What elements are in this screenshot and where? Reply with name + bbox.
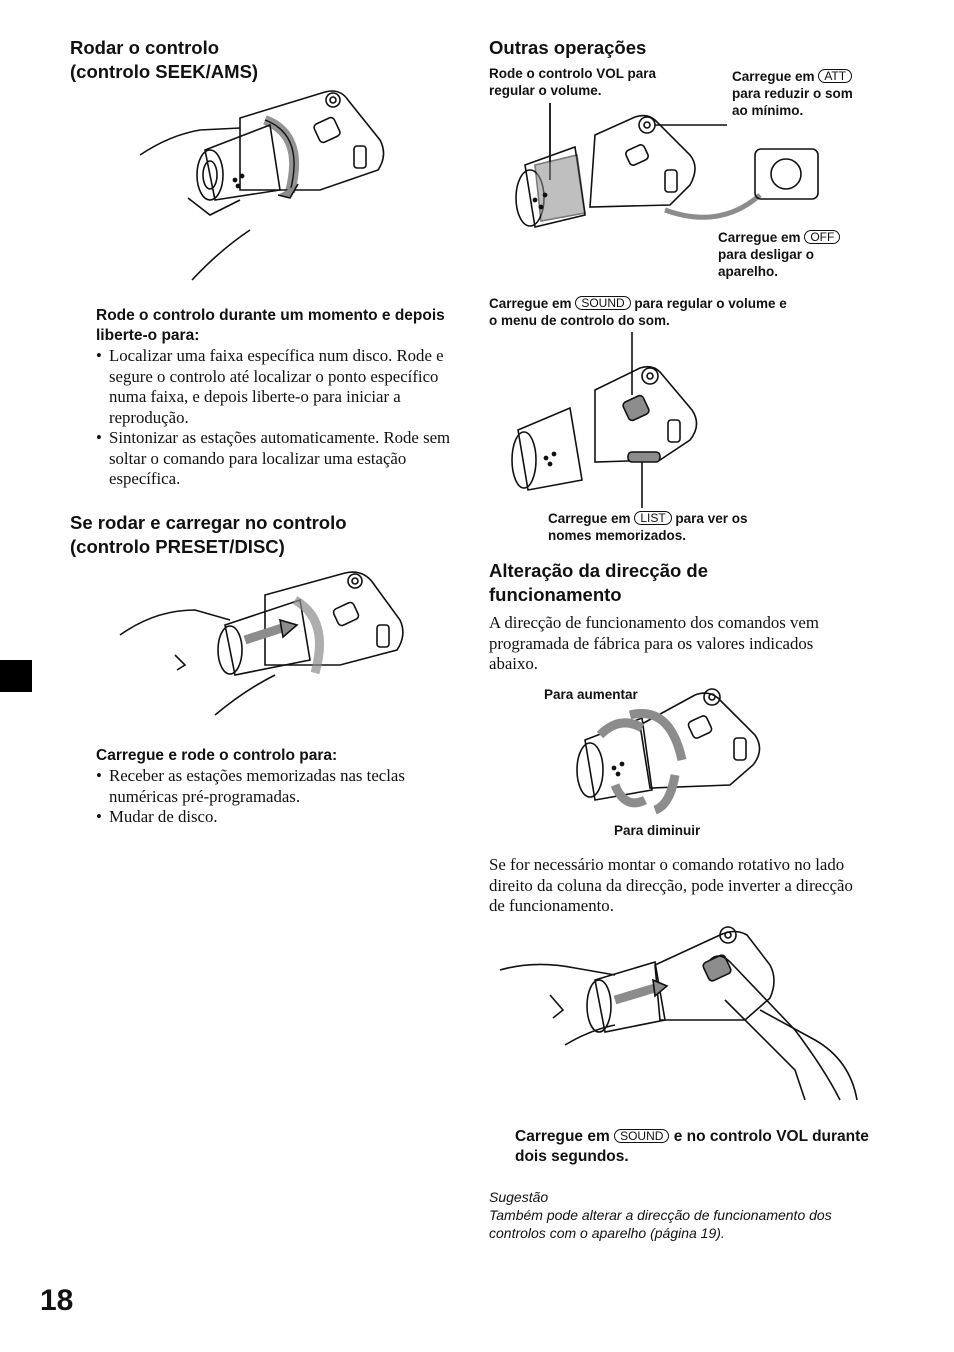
preset-disc-illustration bbox=[115, 565, 410, 725]
list-caption: Carregue em LIST para ver os nomes memorizados. bbox=[548, 511, 748, 543]
direccao-paragraph-1: A direcção de funcionamento dos comandos vem programada de fábrica para os valores indicados abaixo. bbox=[489, 613, 819, 673]
preset-bullet-1: • Receber as estações memorizadas nas teclas numéricas pré-programadas. bbox=[96, 766, 405, 806]
direction-illustration bbox=[570, 680, 770, 820]
tip-block bbox=[489, 1188, 844, 1242]
sound-key: SOUND bbox=[575, 296, 630, 310]
tip-text: Também pode alterar a direcção de funcionamento dos controlos com o aparelho (página 19). bbox=[489, 1207, 832, 1241]
page-number: 18 bbox=[40, 1284, 74, 1317]
para-diminuir-label: Para diminuir bbox=[614, 823, 701, 838]
section-title-preset: Se rodar e carregar no controlo (controlo PRESET/DISC) bbox=[70, 512, 347, 557]
vol-caption: Rode o controlo VOL para regular o volume. bbox=[489, 66, 657, 98]
section-title-outras: Outras operações bbox=[489, 37, 647, 58]
off-key: OFF bbox=[804, 230, 840, 244]
seek-lead: Rode o controlo durante um momento e depois liberte-o para: bbox=[96, 307, 445, 344]
reverse-instruction: Carregue em SOUND e no controlo VOL durante dois segundos. bbox=[515, 1128, 869, 1165]
seek-bullet-2: • Sintonizar as estações automaticamente. Rode sem soltar o comando para localizar uma estação específica. bbox=[96, 428, 451, 488]
sound-caption: Carregue em SOUND para regular o volume e o menu de controlo do som. bbox=[489, 296, 787, 328]
list-key: LIST bbox=[634, 511, 671, 525]
off-caption: Carregue em OFF para desligar o aparelho. bbox=[718, 229, 868, 280]
section-title-seek: Rodar o controlo (controlo SEEK/AMS) bbox=[70, 37, 259, 82]
seek-instructions bbox=[96, 306, 456, 490]
preset-bullet-2: • Mudar de disco. bbox=[96, 807, 218, 826]
tip-title: Sugestão bbox=[489, 1189, 549, 1205]
preset-instructions bbox=[96, 746, 456, 828]
sound-key-2: SOUND bbox=[614, 1129, 669, 1143]
vol-att-off-illustration bbox=[505, 95, 830, 235]
preset-lead: Carregue e rode o controlo para: bbox=[96, 747, 338, 764]
seek-bullet-1: • Localizar uma faixa específica num disco. Rode e segure o controlo até localizar o ponto específico numa faixa, e depois liberte-o para iniciar a reprodução. bbox=[96, 346, 444, 427]
att-caption: Carregue em ATT para reduzir o som ao mínimo. bbox=[732, 69, 853, 118]
seek-ams-illustration bbox=[130, 80, 400, 285]
reverse-direction-illustration bbox=[495, 920, 865, 1105]
att-key: ATT bbox=[818, 69, 852, 83]
para-aumentar-label: Para aumentar bbox=[544, 687, 638, 702]
sound-list-illustration bbox=[510, 330, 705, 510]
direccao-paragraph-2: Se for necessário montar o comando rotativo no lado direito da coluna da direcção, pode inverter a direcção de funcionamento. bbox=[489, 855, 853, 915]
section-side-tab bbox=[0, 660, 32, 692]
section-title-direccao: Alteração da direcção de funcionamento bbox=[489, 560, 709, 605]
